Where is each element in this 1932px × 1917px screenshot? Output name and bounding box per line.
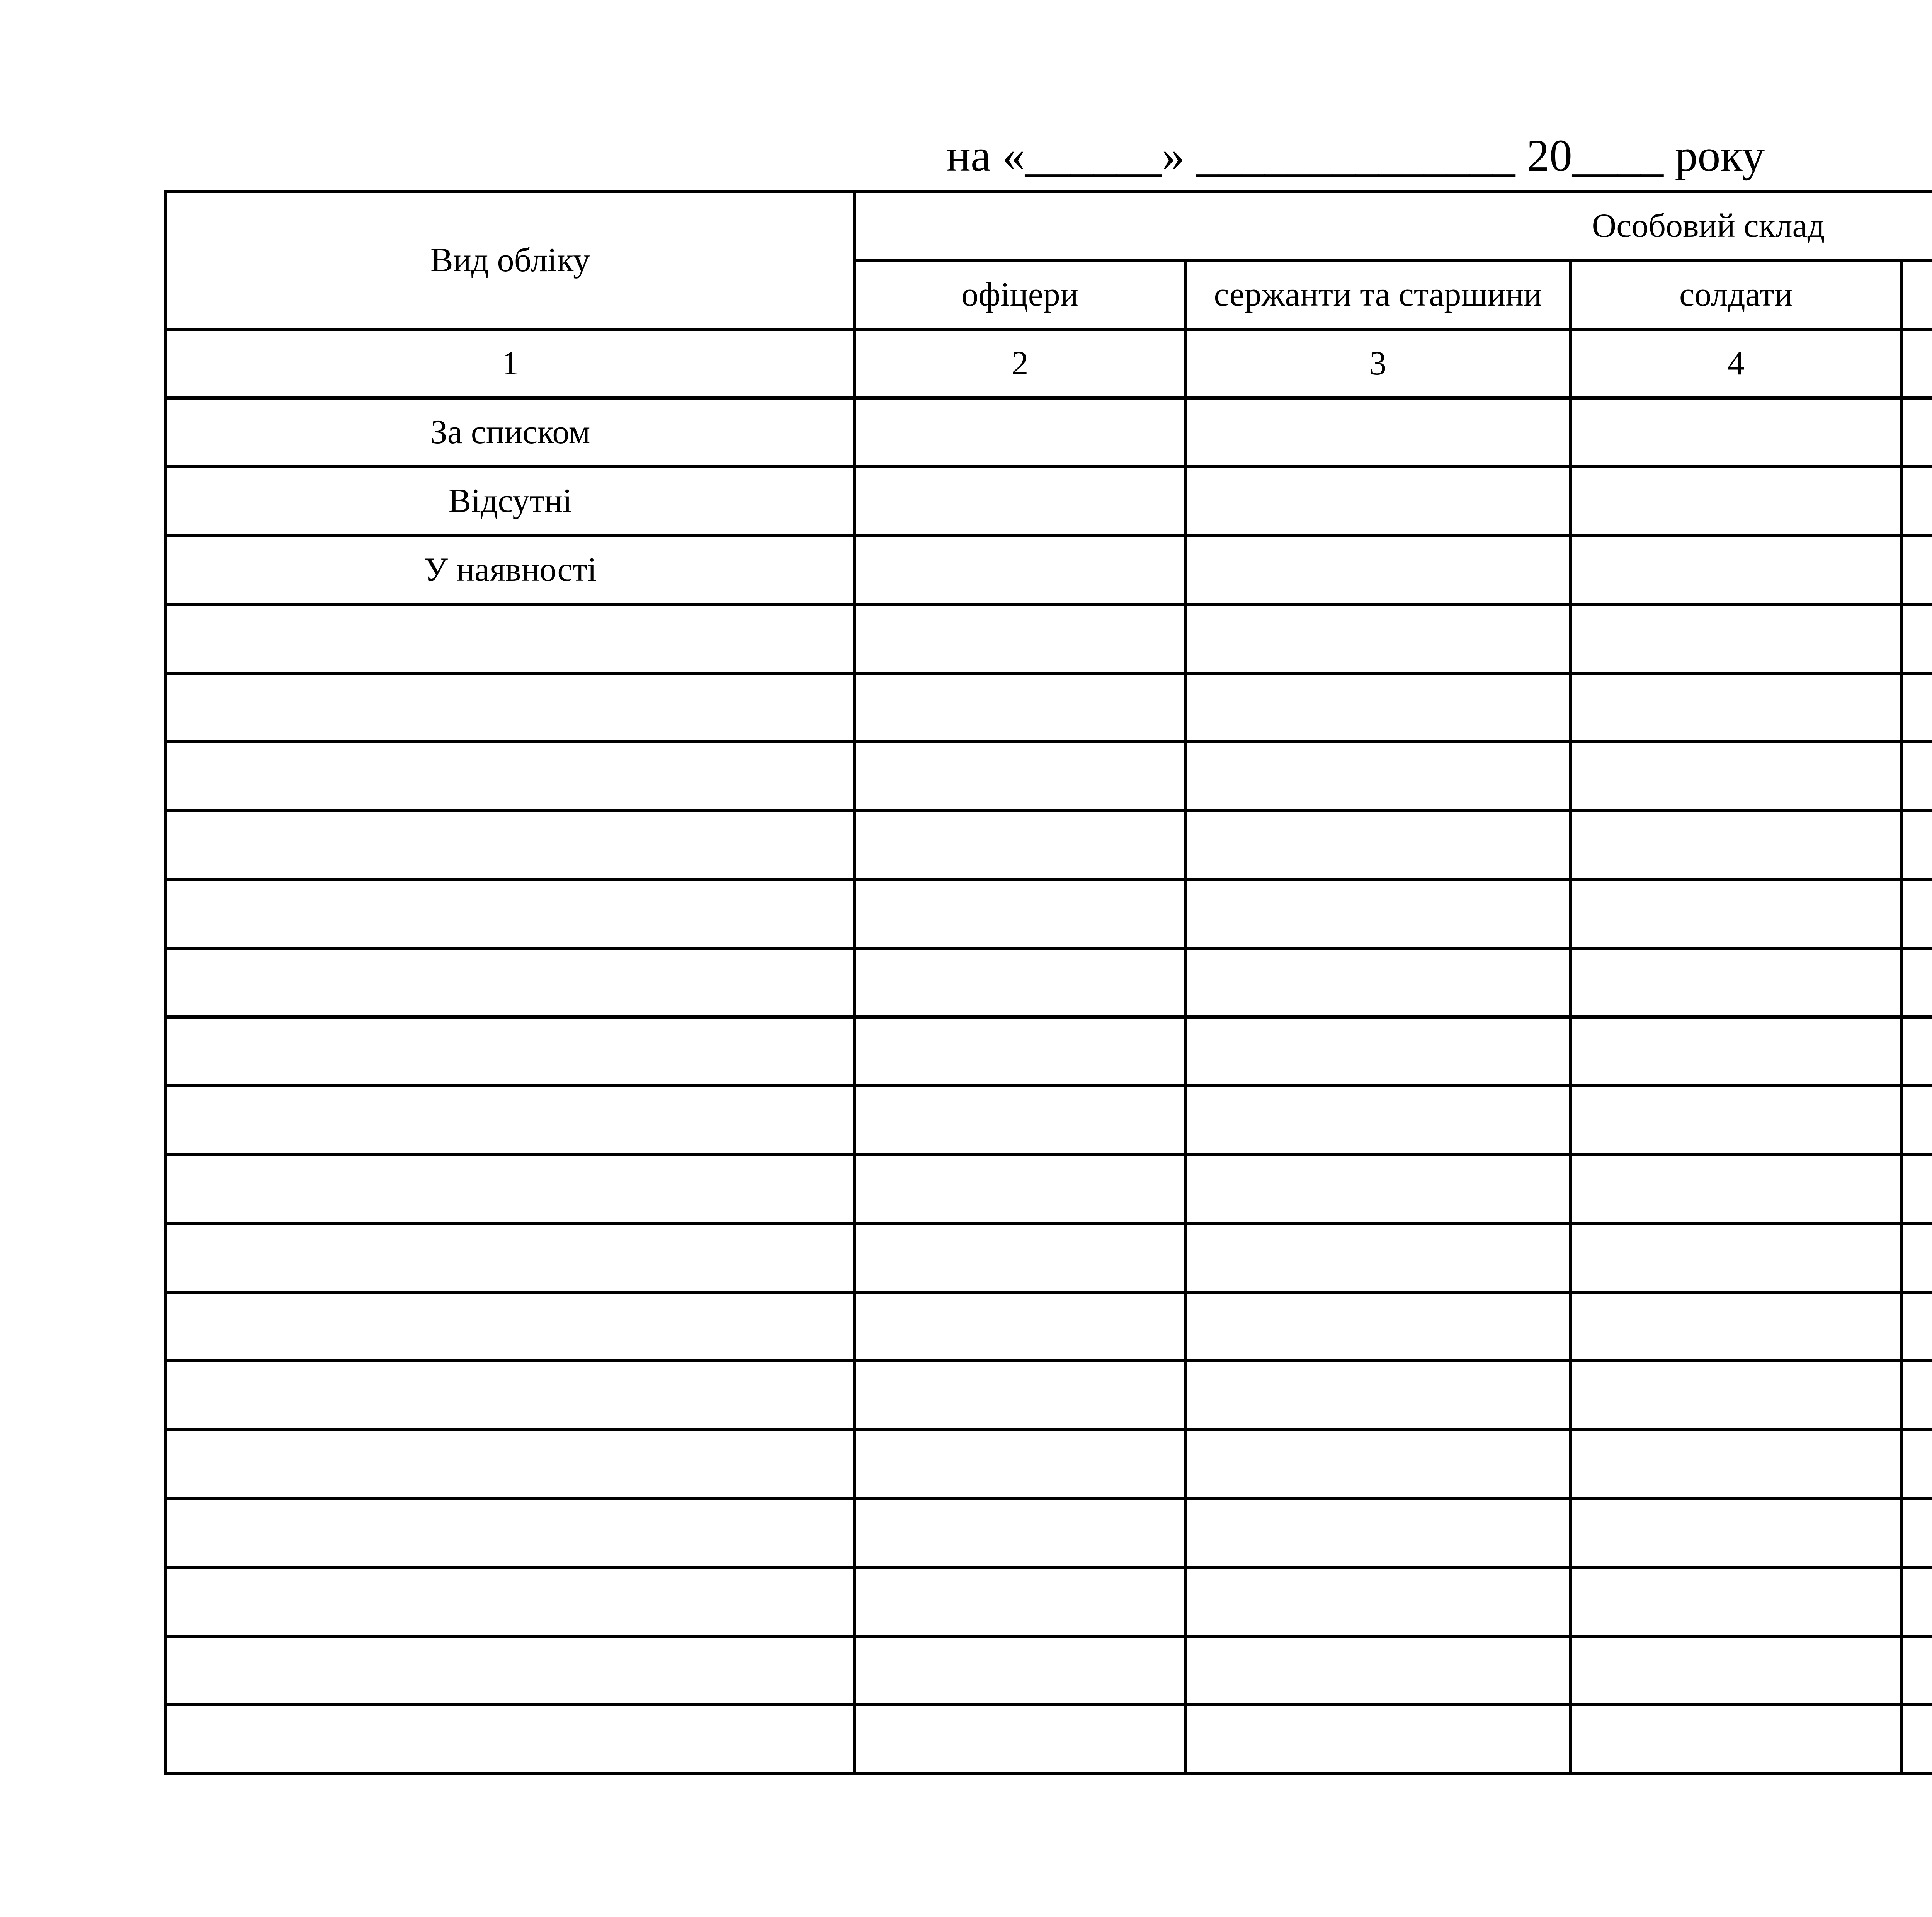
- row-label-cell[interactable]: Відсутні: [166, 467, 855, 536]
- column-number-cell: 1: [166, 329, 855, 398]
- data-cell[interactable]: [855, 948, 1185, 1017]
- data-cell[interactable]: [855, 1567, 1185, 1636]
- table-row: [166, 604, 1932, 673]
- data-cell[interactable]: [1571, 948, 1901, 1017]
- table-row: [166, 948, 1932, 1017]
- table-row: [166, 879, 1932, 948]
- data-cell[interactable]: [1901, 1499, 1932, 1567]
- column-number-cell: [1901, 329, 1932, 398]
- group-header-cell: Особовий склад: [855, 192, 1932, 260]
- data-cell[interactable]: [1571, 1361, 1901, 1430]
- data-cell[interactable]: [1185, 536, 1571, 604]
- row-label-cell[interactable]: [166, 742, 855, 811]
- row-label-cell[interactable]: [166, 673, 855, 742]
- data-cell[interactable]: [1901, 879, 1932, 948]
- data-cell[interactable]: [1185, 1499, 1571, 1567]
- data-cell[interactable]: [1901, 398, 1932, 467]
- data-cell[interactable]: [1185, 1361, 1571, 1430]
- data-cell[interactable]: [1571, 811, 1901, 879]
- data-cell[interactable]: [1185, 1567, 1571, 1636]
- data-cell[interactable]: [1185, 1017, 1571, 1086]
- data-cell[interactable]: [1901, 742, 1932, 811]
- row-label-cell[interactable]: [166, 1017, 855, 1086]
- data-cell[interactable]: [1185, 1155, 1571, 1223]
- data-cell[interactable]: [1185, 1430, 1571, 1499]
- row-label-cell[interactable]: [166, 1705, 855, 1774]
- data-cell[interactable]: [1901, 673, 1932, 742]
- row-label-cell[interactable]: [166, 1292, 855, 1361]
- table-row: [166, 467, 1932, 536]
- data-cell[interactable]: [1901, 536, 1932, 604]
- data-cell[interactable]: [855, 1017, 1185, 1086]
- table-row: [166, 1086, 1932, 1155]
- data-cell[interactable]: [855, 1086, 1185, 1155]
- data-cell[interactable]: [1571, 742, 1901, 811]
- data-cell[interactable]: [1571, 536, 1901, 604]
- header-row-group: [166, 192, 1932, 260]
- data-cell[interactable]: [1185, 879, 1571, 948]
- table-row: [166, 1361, 1932, 1430]
- form-heading: на «______» ______________ 20____ року: [946, 130, 1765, 181]
- data-cell[interactable]: [1901, 1017, 1932, 1086]
- data-cell[interactable]: [1185, 742, 1571, 811]
- table-row: [166, 1499, 1932, 1567]
- data-cell[interactable]: [1185, 948, 1571, 1017]
- data-cell[interactable]: [1185, 398, 1571, 467]
- data-cell[interactable]: [1185, 811, 1571, 879]
- data-cell[interactable]: [1185, 673, 1571, 742]
- data-cell[interactable]: [1901, 1636, 1932, 1705]
- data-cell[interactable]: [855, 1223, 1185, 1292]
- row-label-cell[interactable]: [166, 604, 855, 673]
- row-label-cell[interactable]: [166, 1155, 855, 1223]
- data-cell[interactable]: [855, 398, 1185, 467]
- data-cell[interactable]: [855, 879, 1185, 948]
- table-row: [166, 742, 1932, 811]
- row-label-cell[interactable]: [166, 811, 855, 879]
- data-cell[interactable]: [1901, 1292, 1932, 1361]
- data-cell[interactable]: [1571, 398, 1901, 467]
- column-number-cell: 2: [855, 329, 1185, 398]
- data-cell[interactable]: [1901, 1223, 1932, 1292]
- table-row: [166, 1705, 1932, 1774]
- data-cell[interactable]: [1571, 1430, 1901, 1499]
- data-cell[interactable]: [1901, 1567, 1932, 1636]
- data-cell[interactable]: [1185, 467, 1571, 536]
- table-row: [166, 398, 1932, 467]
- data-cell[interactable]: [855, 1155, 1185, 1223]
- column-header-cell: солдати: [1571, 260, 1901, 329]
- data-cell[interactable]: [1185, 1086, 1571, 1155]
- data-cell[interactable]: [1901, 1705, 1932, 1774]
- row-label-cell[interactable]: [166, 1636, 855, 1705]
- table-row: [166, 536, 1932, 604]
- table-row: [166, 1017, 1932, 1086]
- data-cell[interactable]: [1571, 1155, 1901, 1223]
- data-cell[interactable]: [855, 811, 1185, 879]
- row-label-cell[interactable]: [166, 879, 855, 948]
- data-cell[interactable]: [855, 673, 1185, 742]
- data-cell[interactable]: [1571, 1086, 1901, 1155]
- data-cell[interactable]: [1571, 879, 1901, 948]
- row-label-cell[interactable]: [166, 1086, 855, 1155]
- table-row: [166, 1155, 1932, 1223]
- column-header-cell: сержанти та старшини: [1185, 260, 1571, 329]
- data-cell[interactable]: [1571, 604, 1901, 673]
- table-row: [166, 1292, 1932, 1361]
- data-cell[interactable]: [1571, 673, 1901, 742]
- data-cell[interactable]: [855, 536, 1185, 604]
- column-header-cell: [1901, 260, 1932, 329]
- column-number-cell: 4: [1571, 329, 1901, 398]
- data-cell[interactable]: [855, 1361, 1185, 1430]
- data-cell[interactable]: [1185, 1292, 1571, 1361]
- data-cell[interactable]: [855, 1705, 1185, 1774]
- table-row: [166, 673, 1932, 742]
- data-cell[interactable]: [1571, 1292, 1901, 1361]
- data-cell[interactable]: [1571, 1499, 1901, 1567]
- data-cell[interactable]: [1901, 467, 1932, 536]
- row-label-cell[interactable]: [166, 1567, 855, 1636]
- table-row: [166, 1567, 1932, 1636]
- row-label-cell[interactable]: У наявності: [166, 536, 855, 604]
- table-row: [166, 811, 1932, 879]
- row-label-cell[interactable]: За списком: [166, 398, 855, 467]
- data-cell[interactable]: [1571, 1017, 1901, 1086]
- data-cell[interactable]: [855, 1292, 1185, 1361]
- data-cell[interactable]: [1901, 1155, 1932, 1223]
- data-cell[interactable]: [855, 467, 1185, 536]
- table-row: [166, 1636, 1932, 1705]
- column-header-cell: офіцери: [855, 260, 1185, 329]
- data-cell[interactable]: [1901, 948, 1932, 1017]
- column-number-row: [166, 329, 1932, 398]
- personnel-table: [164, 190, 1932, 1775]
- data-cell[interactable]: [1901, 1086, 1932, 1155]
- data-cell[interactable]: [1901, 1430, 1932, 1499]
- data-cell[interactable]: [1571, 1567, 1901, 1636]
- data-cell[interactable]: [1185, 1705, 1571, 1774]
- row-label-cell[interactable]: [166, 1499, 855, 1567]
- data-cell[interactable]: [855, 1430, 1185, 1499]
- data-cell[interactable]: [855, 1636, 1185, 1705]
- data-cell[interactable]: [855, 604, 1185, 673]
- row-label-cell[interactable]: [166, 948, 855, 1017]
- row-label-cell[interactable]: [166, 1430, 855, 1499]
- row-header-cell: Вид обліку: [166, 192, 855, 329]
- data-cell[interactable]: [1571, 1705, 1901, 1774]
- data-cell[interactable]: [1571, 467, 1901, 536]
- data-cell[interactable]: [1901, 604, 1932, 673]
- data-cell[interactable]: [855, 1499, 1185, 1567]
- column-number-cell: 3: [1185, 329, 1571, 398]
- row-label-cell[interactable]: [166, 1223, 855, 1292]
- data-cell[interactable]: [1571, 1636, 1901, 1705]
- data-cell[interactable]: [1571, 1223, 1901, 1292]
- table-row: [166, 1223, 1932, 1292]
- data-cell[interactable]: [1901, 811, 1932, 879]
- data-cell[interactable]: [1185, 604, 1571, 673]
- data-cell[interactable]: [1901, 1361, 1932, 1430]
- table-row: [166, 1430, 1932, 1499]
- data-cell[interactable]: [1185, 1223, 1571, 1292]
- row-label-cell[interactable]: [166, 1361, 855, 1430]
- data-cell[interactable]: [855, 742, 1185, 811]
- data-cell[interactable]: [1185, 1636, 1571, 1705]
